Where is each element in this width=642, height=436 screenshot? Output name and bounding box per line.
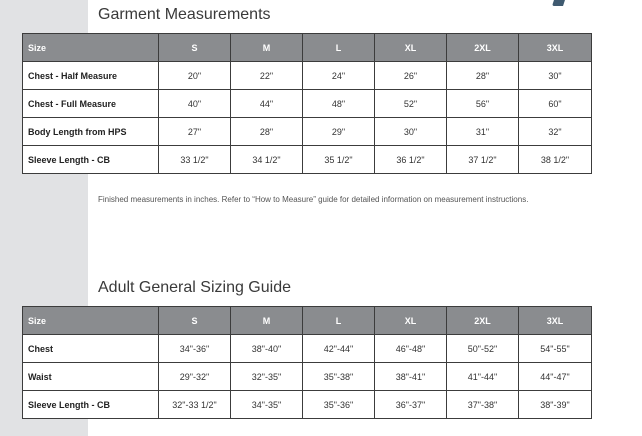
table-cell: 35 1/2" bbox=[303, 146, 375, 174]
table-cell: 52" bbox=[375, 90, 447, 118]
row-label: Chest - Half Measure bbox=[23, 62, 159, 90]
table-cell: 32" bbox=[519, 118, 592, 146]
table-cell: 38"-39" bbox=[519, 391, 592, 419]
table-cell: 42"-44" bbox=[303, 335, 375, 363]
table-cell: 32"-35" bbox=[231, 363, 303, 391]
table-cell: 29"-32" bbox=[159, 363, 231, 391]
table-cell: 37"-38" bbox=[447, 391, 519, 419]
table-cell: 37 1/2" bbox=[447, 146, 519, 174]
row-label: Body Length from HPS bbox=[23, 118, 159, 146]
table-row bbox=[23, 62, 592, 90]
column-header: 3XL bbox=[519, 307, 592, 335]
table-cell: 22" bbox=[231, 62, 303, 90]
column-header: L bbox=[303, 34, 375, 62]
table-row bbox=[23, 90, 592, 118]
table-cell: 32"-33 1/2" bbox=[159, 391, 231, 419]
column-header: M bbox=[231, 307, 303, 335]
column-header: XL bbox=[375, 307, 447, 335]
column-header: 2XL bbox=[447, 34, 519, 62]
table-cell: 36"-37" bbox=[375, 391, 447, 419]
table-cell: 28" bbox=[231, 118, 303, 146]
row-label: Sleeve Length - CB bbox=[23, 391, 159, 419]
column-header: 2XL bbox=[447, 307, 519, 335]
table-cell: 27" bbox=[159, 118, 231, 146]
table-cell: 56" bbox=[447, 90, 519, 118]
table-cell: 35"-38" bbox=[303, 363, 375, 391]
column-header: 3XL bbox=[519, 34, 592, 62]
table-cell: 34"-36" bbox=[159, 335, 231, 363]
table-cell: 60" bbox=[519, 90, 592, 118]
table-cell: 30" bbox=[375, 118, 447, 146]
table-cell: 33 1/2" bbox=[159, 146, 231, 174]
table-cell: 30" bbox=[519, 62, 592, 90]
table-cell: 44"-47" bbox=[519, 363, 592, 391]
table-row bbox=[23, 391, 592, 419]
table-cell: 44" bbox=[231, 90, 303, 118]
adult-sizing-guide-title: Adult General Sizing Guide bbox=[98, 279, 291, 296]
table-cell: 28" bbox=[447, 62, 519, 90]
table-cell: 31" bbox=[447, 118, 519, 146]
table-row bbox=[23, 118, 592, 146]
table-cell: 26" bbox=[375, 62, 447, 90]
table-cell: 36 1/2" bbox=[375, 146, 447, 174]
table-header-row bbox=[23, 34, 592, 62]
column-header: M bbox=[231, 34, 303, 62]
table-cell: 41"-44" bbox=[447, 363, 519, 391]
table-header-row bbox=[23, 307, 592, 335]
table-cell: 50"-52" bbox=[447, 335, 519, 363]
table-cell: 35"-36" bbox=[303, 391, 375, 419]
table-cell: 40" bbox=[159, 90, 231, 118]
table-cell: 46"-48" bbox=[375, 335, 447, 363]
table-row bbox=[23, 363, 592, 391]
column-header: S bbox=[159, 307, 231, 335]
column-header: L bbox=[303, 307, 375, 335]
table-cell: 48" bbox=[303, 90, 375, 118]
table-cell: 29" bbox=[303, 118, 375, 146]
measurement-note: Finished measurements in inches. Refer to “How to Measure” guide for detailed information on measurement instructions. bbox=[98, 195, 529, 204]
row-label: Chest bbox=[23, 335, 159, 363]
column-header: Size bbox=[23, 307, 159, 335]
table-row bbox=[23, 146, 592, 174]
table-cell: 34"-35" bbox=[231, 391, 303, 419]
table-row bbox=[23, 335, 592, 363]
row-label: Waist bbox=[23, 363, 159, 391]
table-cell: 54"-55" bbox=[519, 335, 592, 363]
table-cell: 20" bbox=[159, 62, 231, 90]
row-label: Sleeve Length - CB bbox=[23, 146, 159, 174]
adult-sizing-guide-table bbox=[22, 306, 592, 419]
column-header: Size bbox=[23, 34, 159, 62]
table-cell: 34 1/2" bbox=[231, 146, 303, 174]
table-cell: 24" bbox=[303, 62, 375, 90]
column-header: XL bbox=[375, 34, 447, 62]
row-label: Chest - Full Measure bbox=[23, 90, 159, 118]
garment-measurements-table bbox=[22, 33, 592, 174]
column-header: S bbox=[159, 34, 231, 62]
table-cell: 38 1/2" bbox=[519, 146, 592, 174]
table-cell: 38"-41" bbox=[375, 363, 447, 391]
garment-measurements-title: Garment Measurements bbox=[98, 6, 271, 23]
table-cell: 38"-40" bbox=[231, 335, 303, 363]
corner-decoration bbox=[552, 0, 565, 6]
